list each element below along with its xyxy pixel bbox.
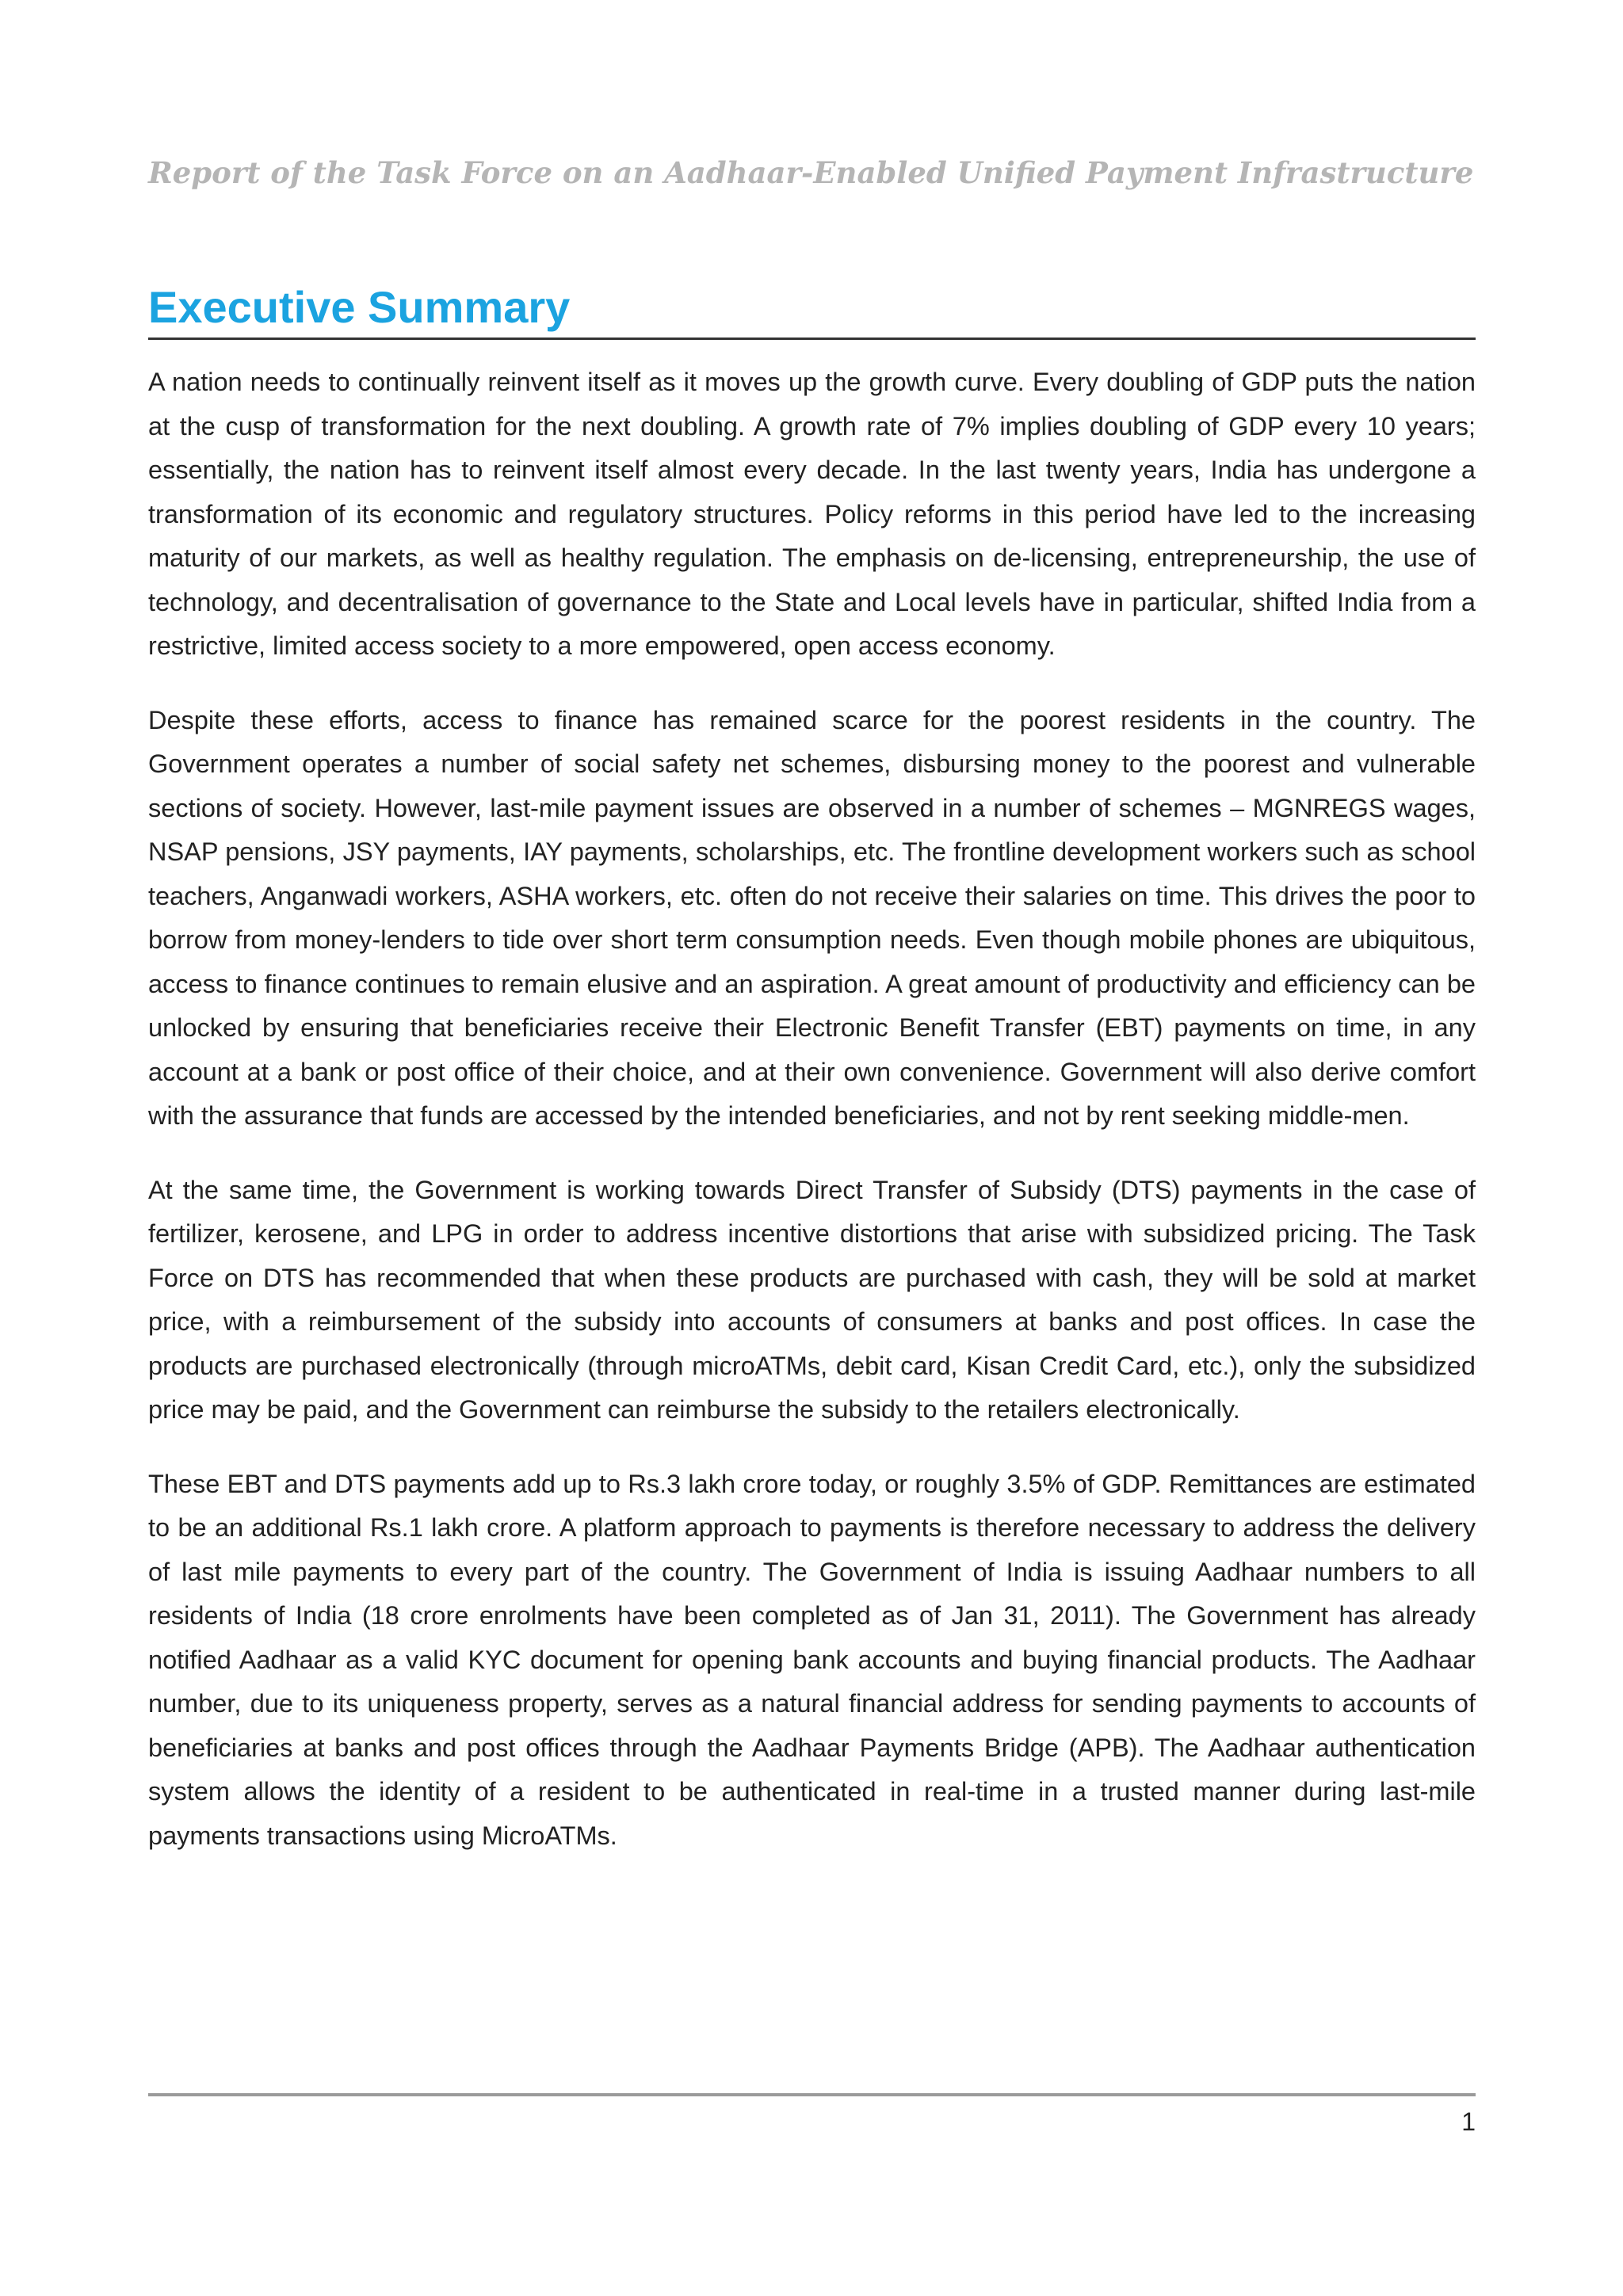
page-number: 1 bbox=[1461, 2107, 1476, 2136]
body-text bbox=[148, 360, 1476, 1888]
title-divider bbox=[148, 338, 1476, 340]
paragraph-2: Despite these efforts, access to finance has remained scarce for the poorest residents in the country. The Government operates a number of social safety net schemes, disbursing money to the poorest and vulnerable sections of society. However, last-mile payment issues are observed in a number of schemes – MGNREGS wages, NSAP pensions, JSY payments, IAY payments, scholarships, etc. The frontline development workers such as school teachers, Anganwadi workers, ASHA workers, etc. often do not receive their salaries on time. This drives the poor to borrow from money-lenders to tide over short term consumption needs. Even though mobile phones are ubiquitous, access to finance continues to remain elusive and an aspiration. A great amount of productivity and efficiency can be unlocked by ensuring that beneficiaries receive their Electronic Benefit Transfer (EBT) payments on time, in any account at a bank or post office of their choice, and at their own convenience. Government will also derive comfort with the assurance that funds are accessed by the intended beneficiaries, and not by rent seeking middle-men. bbox=[148, 705, 1476, 1130]
paragraph-1: A nation needs to continually reinvent itself as it moves up the growth curve. Every doubling of GDP puts the nation at the cusp of transformation for the next doubling. A growth rate of 7% implies doubling of GDP every 10 years; essentially, the nation has to reinvent itself almost every decade. In the last twenty years, India has undergone a transformation of its economic and regulatory structures. Policy reforms in this period have led to the increasing maturity of our markets, as well as healthy regulation. The emphasis on de-licensing, entrepreneurship, the use of technology, and decentralisation of governance to the State and Local levels have in particular, shifted India from a restrictive, limited access society to a more empowered, open access economy. bbox=[148, 368, 1476, 660]
running-header: Report of the Task Force on an Aadhaar-Enabled Unified Payment Infrastructure bbox=[148, 155, 1474, 190]
paragraph-3: At the same time, the Government is working towards Direct Transfer of Subsidy (DTS) payments in the case of fertilizer, kerosene, and LPG in order to address incentive distortions that arise with subsidized pricing. The Task Force on DTS has recommended that when these products are purchased with cash, they will be sold at market price, with a reimbursement of the subsidy into accounts of consumers at banks and post offices. In case the products are purchased electronically (through microATMs, debit card, Kisan Credit Card, etc.), only the subsidized price may be paid, and the Government can reimburse the subsidy to the retailers electronically. bbox=[148, 1175, 1476, 1424]
section-title: Executive Summary bbox=[148, 282, 571, 332]
footer-divider bbox=[148, 2093, 1476, 2096]
document-page bbox=[148, 0, 1476, 2296]
paragraph-4: These EBT and DTS payments add up to Rs.3 lakh crore today, or roughly 3.5% of GDP. Remittances are estimated to be an additional Rs.1 lakh crore. A platform approach to payments is therefore necessary to address the delivery of last mile payments to every part of the country. The Government of India is issuing Aadhaar numbers to all residents of India (18 crore enrolments have been completed as of Jan 31, 2011). The Government has already notified Aadhaar as a valid KYC document for opening bank accounts and buying financial products. The Aadhaar number, due to its uniqueness property, serves as a natural financial address for sending payments to accounts of beneficiaries at banks and post offices through the Aadhaar Payments Bridge (APB). The Aadhaar authentication system allows the identity of a resident to be authenticated in real-time in a trusted manner during last-mile payments transactions using MicroATMs. bbox=[148, 1469, 1476, 1850]
